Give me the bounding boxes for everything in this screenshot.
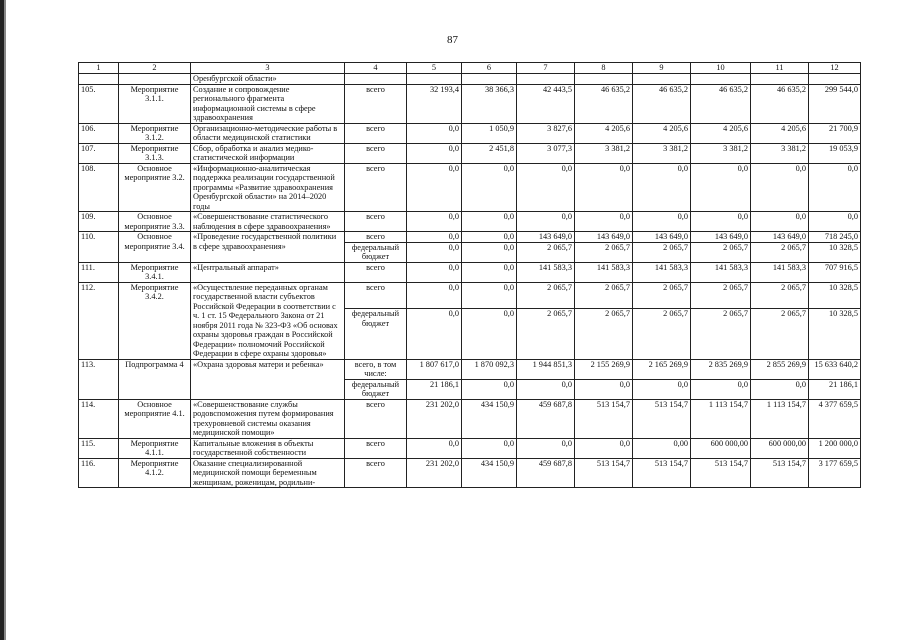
amount-cell: 0,0 xyxy=(462,212,517,232)
amount-cell: 3 381,2 xyxy=(575,143,633,163)
amount-cell: 143 649,0 xyxy=(633,232,691,243)
amount-cell: 0,0 xyxy=(462,309,517,360)
amount-cell: 2 065,7 xyxy=(517,309,575,360)
row-number: 110. xyxy=(79,232,119,263)
amount-cell: 46 635,2 xyxy=(575,84,633,123)
funding-source: всего xyxy=(345,399,407,438)
amount-cell: 0,0 xyxy=(407,143,462,163)
amount-cell: 4 377 659,5 xyxy=(809,399,861,438)
event-name: «Проведение государственной политики в сфере здравоохранения» xyxy=(191,232,345,263)
amount-cell: 2 065,7 xyxy=(575,309,633,360)
funding-source: всего xyxy=(345,143,407,163)
amount-cell: 0,0 xyxy=(462,282,517,309)
amount-cell: 0,0 xyxy=(462,163,517,212)
amount-cell: 2 065,7 xyxy=(575,242,633,262)
continuation-row xyxy=(79,74,861,85)
funding-source: всего, в том числе: xyxy=(345,359,407,379)
amount-cell: 3 381,2 xyxy=(691,143,751,163)
amount-cell: 513 154,7 xyxy=(691,458,751,488)
amount-cell: 2 835 269,9 xyxy=(691,359,751,379)
amount-cell: 32 193,4 xyxy=(407,84,462,123)
amount-cell: 0,0 xyxy=(691,379,751,399)
amount-cell: 0,00 xyxy=(633,438,691,458)
amount-cell: 0,0 xyxy=(407,212,462,232)
amount-cell: 0,0 xyxy=(407,232,462,243)
page-number: 87 xyxy=(447,34,458,46)
amount-cell: 1 944 851,3 xyxy=(517,359,575,379)
amount-cell: 4 205,6 xyxy=(691,123,751,143)
table-row xyxy=(79,458,861,488)
amount-cell: 0,0 xyxy=(633,212,691,232)
funding-source: всего xyxy=(345,163,407,212)
row-number: 114. xyxy=(79,399,119,438)
row-number: 111. xyxy=(79,262,119,282)
row-number: 105. xyxy=(79,84,119,123)
amount-cell: 4 205,6 xyxy=(633,123,691,143)
column-header: 12 xyxy=(809,63,861,74)
amount-cell: 0,0 xyxy=(691,212,751,232)
amount-cell: 459 687,8 xyxy=(517,458,575,488)
amount-cell: 2 065,7 xyxy=(691,309,751,360)
amount-cell: 0,0 xyxy=(809,163,861,212)
column-header: 10 xyxy=(691,63,751,74)
amount-cell: 141 583,3 xyxy=(575,262,633,282)
amount-cell: 434 150,9 xyxy=(462,399,517,438)
amount-cell: 1 200 000,0 xyxy=(809,438,861,458)
amount-cell: 10 328,5 xyxy=(809,282,861,309)
row-number: 115. xyxy=(79,438,119,458)
funding-source: всего xyxy=(345,262,407,282)
amount-cell: 141 583,3 xyxy=(751,262,809,282)
amount-cell: 707 916,5 xyxy=(809,262,861,282)
event-name: «Охрана здоровья матери и ребенка» xyxy=(191,359,345,399)
amount-cell: 0,0 xyxy=(809,212,861,232)
amount-cell: 143 649,0 xyxy=(751,232,809,243)
amount-cell: 15 633 640,2 xyxy=(809,359,861,379)
amount-cell: 0,0 xyxy=(517,438,575,458)
amount-cell: 718 245,0 xyxy=(809,232,861,243)
header-row xyxy=(79,63,861,74)
row-number: 109. xyxy=(79,212,119,232)
amount-cell: 3 177 659,5 xyxy=(809,458,861,488)
event-type: Мероприятие 3.1.3. xyxy=(119,143,191,163)
amount-cell: 4 205,6 xyxy=(575,123,633,143)
amount-cell: 1 113 154,7 xyxy=(691,399,751,438)
amount-cell: 21 700,9 xyxy=(809,123,861,143)
amount-cell: 3 077,3 xyxy=(517,143,575,163)
amount-cell: 2 065,7 xyxy=(633,282,691,309)
amount-cell: 0,0 xyxy=(407,242,462,262)
column-header: 11 xyxy=(751,63,809,74)
funding-source: федеральный бюджет xyxy=(345,309,407,360)
column-header: 5 xyxy=(407,63,462,74)
column-header: 9 xyxy=(633,63,691,74)
amount-cell: 19 053,9 xyxy=(809,143,861,163)
amount-cell: 0,0 xyxy=(575,379,633,399)
amount-cell: 2 065,7 xyxy=(751,282,809,309)
event-type: Мероприятие 3.1.2. xyxy=(119,123,191,143)
amount-cell: 1 870 092,3 xyxy=(462,359,517,379)
amount-cell: 3 827,6 xyxy=(517,123,575,143)
table-row xyxy=(79,163,861,212)
table-row xyxy=(79,212,861,232)
row-number: 112. xyxy=(79,282,119,359)
event-name: Сбор, обработка и анализ медико-статистической информации xyxy=(191,143,345,163)
amount-cell: 141 583,3 xyxy=(517,262,575,282)
scan-edge-shadow xyxy=(4,0,6,640)
event-type: Основное мероприятие 3.4. xyxy=(119,232,191,263)
amount-cell: 513 154,7 xyxy=(633,399,691,438)
amount-cell: 0,0 xyxy=(575,163,633,212)
row-number: 106. xyxy=(79,123,119,143)
event-type: Подпрограмма 4 xyxy=(119,359,191,399)
amount-cell: 600 000,00 xyxy=(751,438,809,458)
event-name: Создание и сопровождение регионального фрагмента информационной системы в сфере здравоохранения xyxy=(191,84,345,123)
amount-cell: 3 381,2 xyxy=(633,143,691,163)
amount-cell: 1 113 154,7 xyxy=(751,399,809,438)
amount-cell: 0,0 xyxy=(462,242,517,262)
funding-source: федеральный бюджет xyxy=(345,379,407,399)
amount-cell: 2 065,7 xyxy=(751,242,809,262)
amount-cell: 21 186,1 xyxy=(407,379,462,399)
amount-cell: 1 807 617,0 xyxy=(407,359,462,379)
amount-cell: 141 583,3 xyxy=(691,262,751,282)
amount-cell: 513 154,7 xyxy=(575,399,633,438)
row-number: 113. xyxy=(79,359,119,399)
funding-source: всего xyxy=(345,212,407,232)
event-name: «Информационно-аналитическая поддержка реализации государственной программы «Развитие здравоохранения Оренбургской области» на 2014–2020 годы xyxy=(191,163,345,212)
column-header: 2 xyxy=(119,63,191,74)
amount-cell: 46 635,2 xyxy=(633,84,691,123)
row-number: 108. xyxy=(79,163,119,212)
amount-cell: 2 065,7 xyxy=(517,282,575,309)
table-row xyxy=(79,399,861,438)
amount-cell: 459 687,8 xyxy=(517,399,575,438)
event-type: Мероприятие 3.4.1. xyxy=(119,262,191,282)
event-name: «Осуществление переданных органам государственной власти субъектов Российской Федерации в соответствии с ч. 1 ст. 15 Федерального Закона от 21 ноября 2011 года № 323-ФЗ «Об основах охраны здоровья граждан в Российской Федерации» полномочий Российской Федерации в сфере охраны здоровья» xyxy=(191,282,345,359)
funding-source: всего xyxy=(345,84,407,123)
amount-cell: 2 065,7 xyxy=(691,282,751,309)
amount-cell: 42 443,5 xyxy=(517,84,575,123)
amount-cell: 600 000,00 xyxy=(691,438,751,458)
amount-cell: 0,0 xyxy=(462,438,517,458)
amount-cell: 0,0 xyxy=(751,212,809,232)
amount-cell: 0,0 xyxy=(633,379,691,399)
column-header: 6 xyxy=(462,63,517,74)
amount-cell: 0,0 xyxy=(462,262,517,282)
table-row xyxy=(79,123,861,143)
table-row xyxy=(79,438,861,458)
amount-cell: 0,0 xyxy=(407,262,462,282)
table-row xyxy=(79,143,861,163)
table-row xyxy=(79,232,861,243)
amount-cell: 10 328,5 xyxy=(809,309,861,360)
amount-cell: 2 065,7 xyxy=(633,309,691,360)
amount-cell: 0,0 xyxy=(517,163,575,212)
amount-cell: 2 065,7 xyxy=(751,309,809,360)
amount-cell: 4 205,6 xyxy=(751,123,809,143)
event-name: «Совершенствование статистического наблюдения в сфере здравоохранения» xyxy=(191,212,345,232)
amount-cell: 0,0 xyxy=(462,232,517,243)
column-header: 1 xyxy=(79,63,119,74)
funding-source: федеральный бюджет xyxy=(345,242,407,262)
amount-cell: 0,0 xyxy=(575,212,633,232)
amount-cell: 0,0 xyxy=(633,163,691,212)
amount-cell: 0,0 xyxy=(517,212,575,232)
amount-cell: 434 150,9 xyxy=(462,458,517,488)
amount-cell: 2 065,7 xyxy=(633,242,691,262)
amount-cell: 3 381,2 xyxy=(751,143,809,163)
amount-cell: 2 165 269,9 xyxy=(633,359,691,379)
amount-cell: 2 065,7 xyxy=(575,282,633,309)
event-type: Основное мероприятие 3.3. xyxy=(119,212,191,232)
amount-cell: 2 065,7 xyxy=(517,242,575,262)
amount-cell: 2 065,7 xyxy=(691,242,751,262)
amount-cell: 143 649,0 xyxy=(575,232,633,243)
amount-cell: 0,0 xyxy=(407,309,462,360)
amount-cell: 143 649,0 xyxy=(517,232,575,243)
event-type: Мероприятие 4.1.1. xyxy=(119,438,191,458)
table-row xyxy=(79,84,861,123)
table-row xyxy=(79,262,861,282)
amount-cell: 46 635,2 xyxy=(691,84,751,123)
funding-source: всего xyxy=(345,458,407,488)
continuation-text: Оренбургской области» xyxy=(191,74,345,85)
amount-cell: 141 583,3 xyxy=(633,262,691,282)
amount-cell: 0,0 xyxy=(407,282,462,309)
funding-source: всего xyxy=(345,282,407,309)
amount-cell: 1 050,9 xyxy=(462,123,517,143)
amount-cell: 231 202,0 xyxy=(407,399,462,438)
amount-cell: 0,0 xyxy=(407,123,462,143)
table-row xyxy=(79,359,861,379)
row-number: 107. xyxy=(79,143,119,163)
funding-source: всего xyxy=(345,438,407,458)
amount-cell: 0,0 xyxy=(751,163,809,212)
column-header: 8 xyxy=(575,63,633,74)
event-type: Мероприятие 4.1.2. xyxy=(119,458,191,488)
amount-cell: 2 855 269,9 xyxy=(751,359,809,379)
amount-cell: 231 202,0 xyxy=(407,458,462,488)
amount-cell: 0,0 xyxy=(517,379,575,399)
event-name: «Совершенствование службы родовспоможения путем формирования трехуровневой системы оказания медицинской помощи» xyxy=(191,399,345,438)
event-name: Оказание специализированной медицинской помощи беременным женщинам, роженицам, родильни- xyxy=(191,458,345,488)
amount-cell: 0,0 xyxy=(575,438,633,458)
amount-cell: 46 635,2 xyxy=(751,84,809,123)
amount-cell: 21 186,1 xyxy=(809,379,861,399)
amount-cell: 143 649,0 xyxy=(691,232,751,243)
event-type: Основное мероприятие 4.1. xyxy=(119,399,191,438)
funding-source: всего xyxy=(345,123,407,143)
amount-cell: 10 328,5 xyxy=(809,242,861,262)
table-row xyxy=(79,282,861,309)
event-type: Основное мероприятие 3.2. xyxy=(119,163,191,212)
amount-cell: 0,0 xyxy=(751,379,809,399)
amount-cell: 38 366,3 xyxy=(462,84,517,123)
amount-cell: 513 154,7 xyxy=(633,458,691,488)
column-header: 4 xyxy=(345,63,407,74)
amount-cell: 0,0 xyxy=(691,163,751,212)
budget-table xyxy=(78,62,861,488)
event-type: Мероприятие 3.4.2. xyxy=(119,282,191,359)
event-name: «Центральный аппарат» xyxy=(191,262,345,282)
amount-cell: 0,0 xyxy=(462,379,517,399)
funding-source: всего xyxy=(345,232,407,243)
amount-cell: 513 154,7 xyxy=(751,458,809,488)
amount-cell: 0,0 xyxy=(407,438,462,458)
event-type: Мероприятие 3.1.1. xyxy=(119,84,191,123)
event-name: Организационно-методические работы в области медицинской статистики xyxy=(191,123,345,143)
column-header: 7 xyxy=(517,63,575,74)
column-header: 3 xyxy=(191,63,345,74)
row-number: 116. xyxy=(79,458,119,488)
amount-cell: 513 154,7 xyxy=(575,458,633,488)
amount-cell: 2 451,8 xyxy=(462,143,517,163)
event-name: Капитальные вложения в объекты государственной собственности xyxy=(191,438,345,458)
amount-cell: 0,0 xyxy=(407,163,462,212)
amount-cell: 2 155 269,9 xyxy=(575,359,633,379)
amount-cell: 299 544,0 xyxy=(809,84,861,123)
